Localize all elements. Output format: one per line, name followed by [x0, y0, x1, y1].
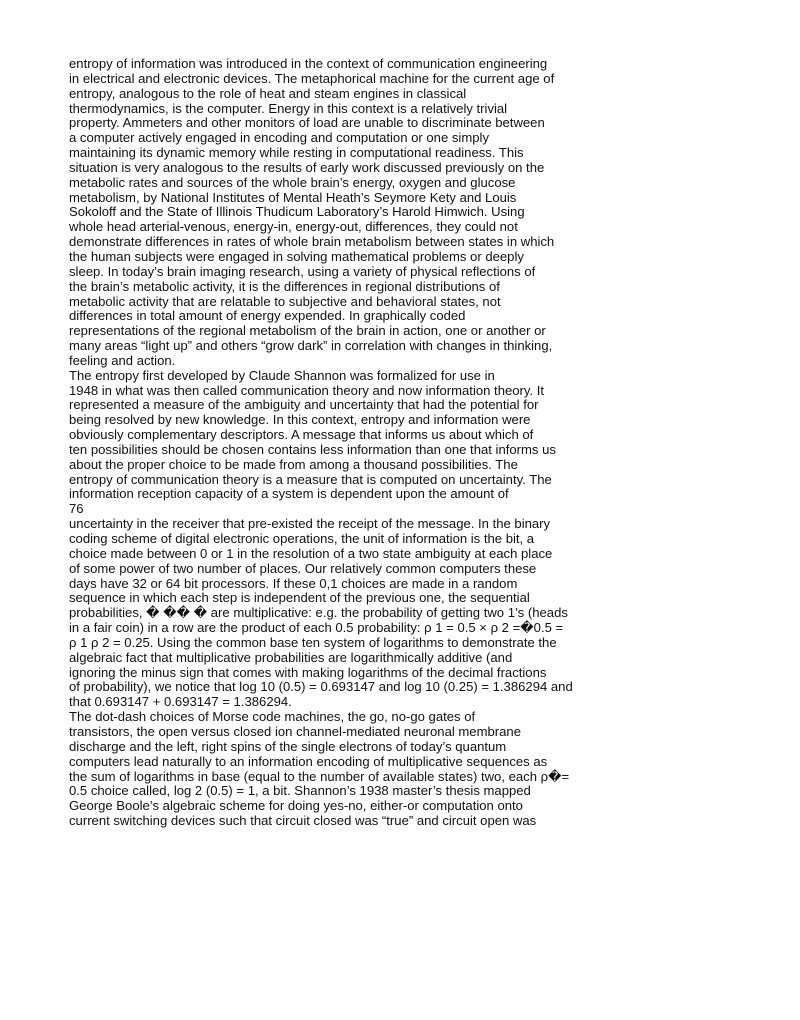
text-line: The entropy first developed by Claude Shannon was formalized for use in [69, 367, 495, 383]
text-line: The dot-dash choices of Morse code machines, the go, no-go gates of [69, 709, 476, 725]
text-line: entropy, analogous to the role of heat and steam engines in classical [69, 85, 467, 101]
text-line: transistors, the open versus closed ion channel-mediated neuronal membrane [69, 723, 521, 739]
text-line: maintaining its dynamic memory while resting in computational readiness. This [69, 145, 524, 161]
text-line: the brain’s metabolic activity, it is the differences in regional distributions of [69, 278, 500, 294]
text-line: in a fair coin) in a row are the product of each 0.5 probability: ρ 1 = 0.5 × ρ 2 =�0.5 = [69, 620, 564, 636]
text-line: about the proper choice to be made from among a thousand possibilities. The [69, 456, 518, 472]
text-line: that 0.693147 + 0.693147 = 1.386294. [69, 694, 292, 710]
text-line: many areas “light up” and others “grow dark” in correlation with changes in thinking, [69, 338, 553, 354]
text-line: days have 32 or 64 bit processors. If these 0,1 choices are made in a random [69, 575, 518, 591]
text-line: in electrical and electronic devices. The metaphorical machine for the current age of [69, 70, 555, 86]
text-line: metabolism, by National Institutes of Mental Heath’s Seymore Kety and Louis [69, 189, 517, 205]
text-line: entropy of information was introduced in the context of communication engineering [69, 56, 548, 71]
text-line: ten possibilities should be chosen contains less information than one that informs us [69, 441, 556, 457]
text-line: thermodynamics, is the computer. Energy in this context is a relatively trivial [69, 100, 508, 116]
text-line: of probability), we notice that log 10 (0.5) = 0.693147 and log 10 (0.25) = 1.386294 and [69, 679, 573, 695]
text-line: ρ 1 ρ 2 = 0.25. Using the common base ten system of logarithms to demonstrate the [69, 634, 557, 650]
text-line: computers lead naturally to an information encoding of multiplicative sequences as [69, 753, 548, 769]
text-line: choice made between 0 or 1 in the resolution of a two state ambiguity at each place [69, 545, 553, 561]
text-line: entropy of communication theory is a measure that is computed on uncertainty. The [69, 471, 552, 487]
text-line: feeling and action. [69, 352, 176, 368]
text-line: obviously complementary descriptors. A message that informs us about which of [69, 427, 534, 443]
text-line: coding scheme of digital electronic operations, the unit of information is the bit, a [69, 531, 535, 546]
text-line: probabilities, � �� � are multiplicative: e.g. the probability of getting two 1’s (heads [69, 605, 568, 621]
text-line: information reception capacity of a system is dependent upon the amount of [69, 486, 509, 502]
text-line: the human subjects were engaged in solving mathematical problems or deeply [69, 248, 524, 264]
text-line: ignoring the minus sign that comes with making logarithms of the decimal fractions [69, 664, 547, 680]
document-body [69, 57, 749, 829]
text-line: algebraic fact that multiplicative probabilities are logarithmically additive (and [69, 649, 513, 665]
text-line: 0.5 choice called, log 2 (0.5) = 1, a bit. Shannon’s 1938 master’s thesis mapped [69, 783, 531, 799]
text-line: of some power of two number of places. Our relatively common computers these [69, 560, 537, 576]
text-line: property. Ammeters and other monitors of load are unable to discriminate between [69, 115, 545, 131]
text-line: discharge and the left, right spins of the single electrons of today’s quantum [69, 738, 507, 754]
text-line: uncertainty in the receiver that pre-existed the receipt of the message. In the binary [69, 516, 551, 532]
text-line: 1948 in what was then called communication theory and now information theory. It [69, 382, 545, 398]
text-line: situation is very analogous to the results of early work discussed previously on the [69, 159, 545, 175]
text-line: whole head arterial-venous, energy-in, energy-out, differences, they could not [69, 219, 518, 235]
text-line: metabolic rates and sources of the whole brain’s energy, oxygen and glucose [69, 174, 516, 190]
text-line: Sokoloff and the State of Illinois Thudicum Laboratory’s Harold Himwich. Using [69, 204, 525, 220]
text-line: sleep. In today’s brain imaging research, using a variety of physical reflections of [69, 263, 536, 279]
text-line: demonstrate differences in rates of whole brain metabolism between states in which [69, 234, 555, 250]
text-line: sequence in which each step is independent of the previous one, the sequential [69, 590, 530, 606]
text-line: George Boole’s algebraic scheme for doing yes-no, either-or computation onto [69, 798, 523, 814]
text-line: a computer actively engaged in encoding and computation or one simply [69, 130, 489, 146]
text-line: the sum of logarithms in base (equal to the number of available states) two, each ρ�= [69, 768, 570, 784]
text-line: represented a measure of the ambiguity and uncertainty that had the potential for [69, 397, 539, 413]
page-number: 76 [69, 501, 84, 517]
text-line: being resolved by new knowledge. In this context, entropy and information were [69, 412, 531, 428]
text-line: representations of the regional metabolism of the brain in action, one or another or [69, 323, 546, 339]
text-line: current switching devices such that circuit closed was “true” and circuit open was [69, 813, 537, 829]
text-line: differences in total amount of energy expended. In graphically coded [69, 308, 466, 324]
text-line: metabolic activity that are relatable to subjective and behavioral states, not [69, 293, 501, 309]
